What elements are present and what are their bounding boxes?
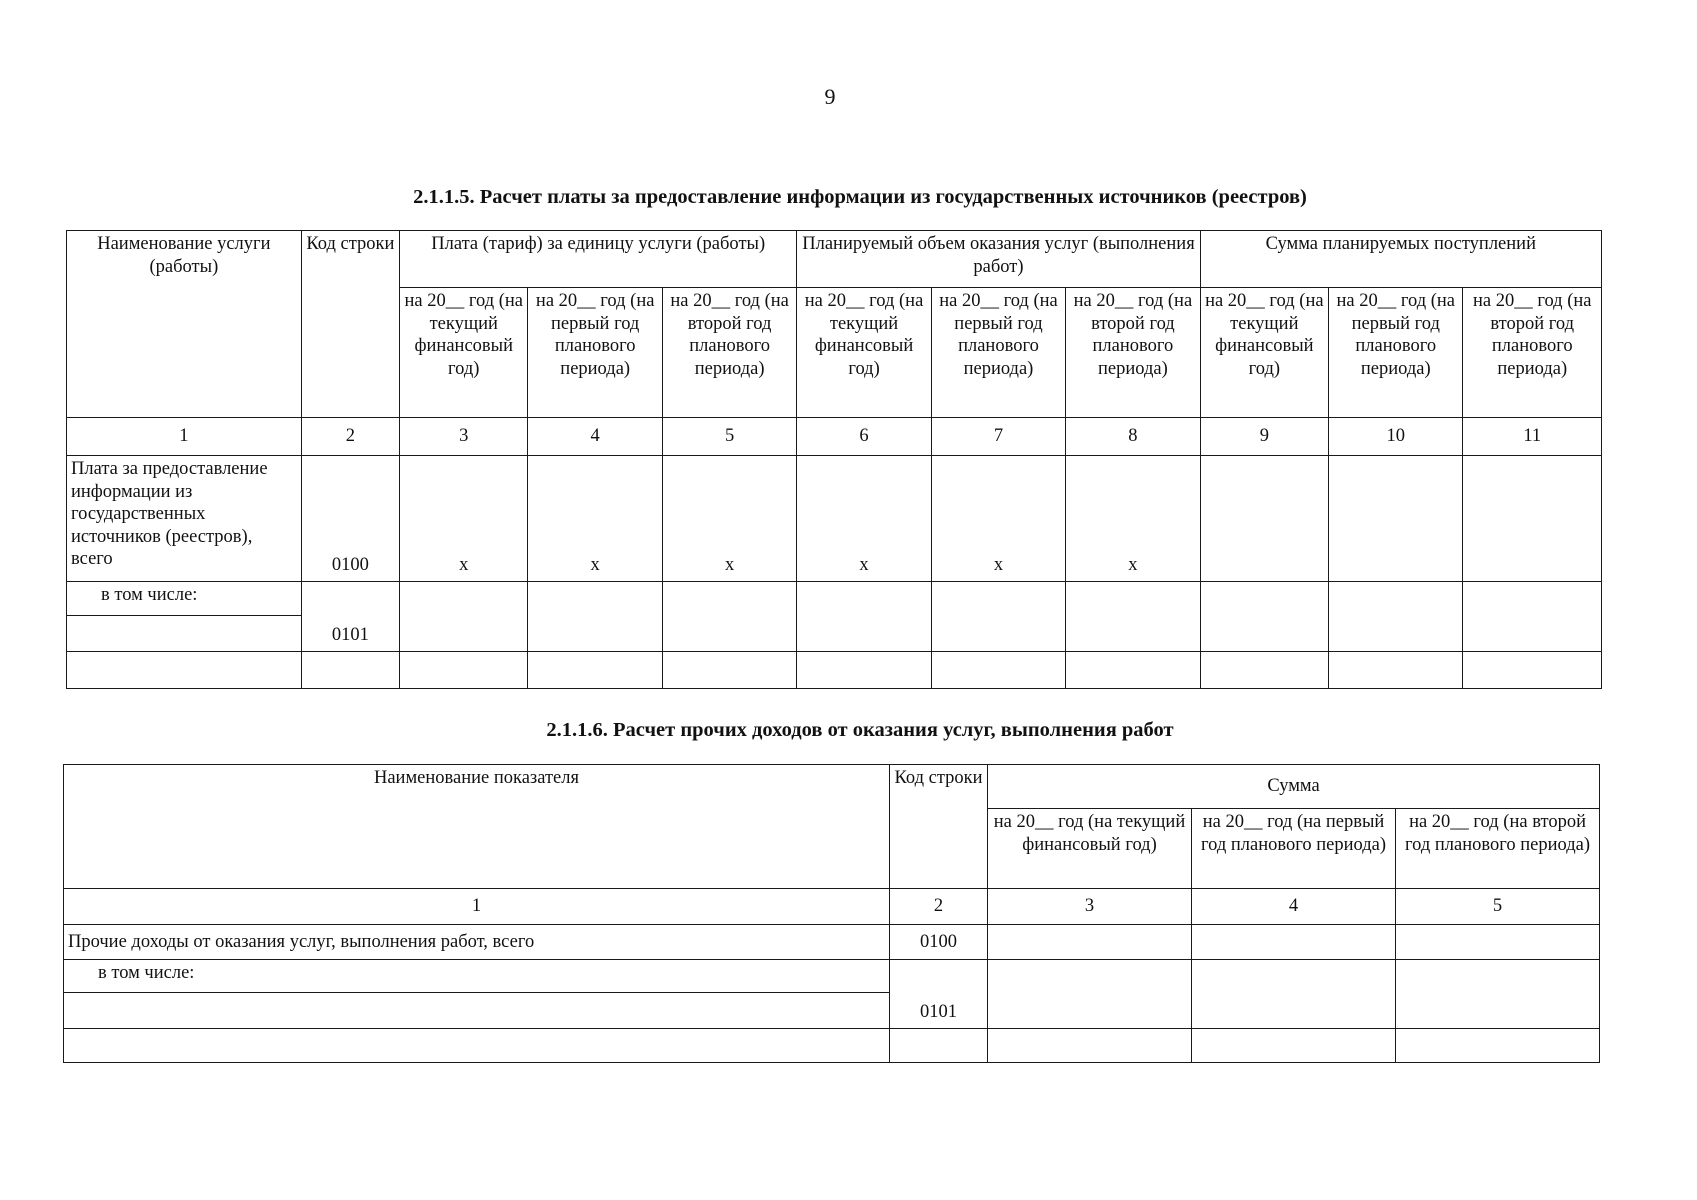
header-tariff-first-year: на 20__ год (на первый год планового периода) [528, 288, 662, 418]
empty-cell [1066, 652, 1200, 689]
empty-cell [1463, 456, 1602, 582]
header-sum-second-year: на 20__ год (на второй год планового периода) [1396, 809, 1600, 889]
empty-cell [1200, 652, 1328, 689]
other-income-table [63, 764, 1600, 1063]
row-including-code: 0101 [890, 960, 988, 1029]
empty-cell [400, 652, 528, 689]
column-number: 5 [662, 418, 796, 456]
header-sum-current-year: на 20__ год (на текущий финансовый год) [1200, 288, 1328, 418]
empty-cell [988, 1029, 1192, 1063]
empty-cell [1463, 582, 1602, 652]
empty-cell [797, 582, 931, 652]
row-including-code: 0101 [301, 582, 399, 652]
empty-cell [1192, 1029, 1396, 1063]
not-applicable-mark: x [400, 456, 528, 582]
header-tariff-second-year: на 20__ год (на второй год планового периода) [662, 288, 796, 418]
empty-cell [64, 993, 890, 1029]
empty-cell [1200, 582, 1328, 652]
column-number: 7 [931, 418, 1065, 456]
column-number: 3 [400, 418, 528, 456]
column-number: 5 [1396, 889, 1600, 925]
empty-cell [528, 582, 662, 652]
header-tariff-current-year: на 20__ год (на текущий финансовый год) [400, 288, 528, 418]
empty-cell [988, 925, 1192, 960]
header-volume-current-year: на 20__ год (на текущий финансовый год) [797, 288, 931, 418]
table-row [67, 652, 1602, 689]
header-volume-second-year: на 20__ год (на второй год планового периода) [1066, 288, 1200, 418]
header-sum: Сумма планируемых поступлений [1200, 231, 1601, 288]
column-number: 8 [1066, 418, 1200, 456]
row-total-code: 0100 [301, 456, 399, 582]
empty-cell [1329, 652, 1463, 689]
column-number: 9 [1200, 418, 1328, 456]
empty-cell [1396, 925, 1600, 960]
registry-fee-table [66, 230, 1602, 689]
empty-cell [1329, 456, 1463, 582]
header-service-name: Наименование услуги (работы) [67, 231, 302, 418]
table-row [64, 960, 1600, 993]
column-number: 2 [301, 418, 399, 456]
header-sum: Сумма [988, 765, 1600, 809]
empty-cell [662, 652, 796, 689]
column-number: 1 [67, 418, 302, 456]
empty-cell [67, 616, 302, 652]
not-applicable-mark: x [931, 456, 1065, 582]
empty-cell [1329, 582, 1463, 652]
empty-cell [662, 582, 796, 652]
column-number: 4 [1192, 889, 1396, 925]
header-code: Код строки [301, 231, 399, 418]
column-number: 4 [528, 418, 662, 456]
empty-cell [1396, 960, 1600, 1029]
not-applicable-mark: x [797, 456, 931, 582]
empty-cell [1192, 925, 1396, 960]
empty-cell [67, 652, 302, 689]
table-row [64, 1029, 1600, 1063]
header-code: Код строки [890, 765, 988, 889]
not-applicable-mark: x [662, 456, 796, 582]
empty-cell [1192, 960, 1396, 1029]
empty-cell [1200, 456, 1328, 582]
header-volume-first-year: на 20__ год (на первый год планового периода) [931, 288, 1065, 418]
empty-cell [64, 1029, 890, 1063]
not-applicable-mark: x [528, 456, 662, 582]
section-title-2-1-1-6: 2.1.1.6. Расчет прочих доходов от оказания услуг, выполнения работ [546, 719, 1174, 741]
column-number: 1 [64, 889, 890, 925]
section-title-2-1-1-5: 2.1.1.5. Расчет платы за предоставление информации из государственных источников (реестров) [413, 186, 1307, 208]
table-row [64, 925, 1600, 960]
empty-cell [931, 582, 1065, 652]
header-tariff: Плата (тариф) за единицу услуги (работы) [400, 231, 797, 288]
row-including-label: в том числе: [64, 960, 890, 993]
empty-cell [528, 652, 662, 689]
empty-cell [988, 960, 1192, 1029]
column-number: 2 [890, 889, 988, 925]
column-number: 10 [1329, 418, 1463, 456]
header-sum-first-year: на 20__ год (на первый год планового периода) [1192, 809, 1396, 889]
header-indicator: Наименование показателя [64, 765, 890, 889]
column-number: 11 [1463, 418, 1602, 456]
row-total-code: 0100 [890, 925, 988, 960]
empty-cell [1066, 582, 1200, 652]
header-sum-current-year: на 20__ год (на текущий финансовый год) [988, 809, 1192, 889]
header-volume: Планируемый объем оказания услуг (выполнения работ) [797, 231, 1200, 288]
empty-cell [797, 652, 931, 689]
header-sum-first-year: на 20__ год (на первый год планового периода) [1329, 288, 1463, 418]
empty-cell [400, 582, 528, 652]
empty-cell [301, 652, 399, 689]
empty-cell [1463, 652, 1602, 689]
empty-cell [890, 1029, 988, 1063]
empty-cell [1396, 1029, 1600, 1063]
column-number: 3 [988, 889, 1192, 925]
not-applicable-mark: x [1066, 456, 1200, 582]
column-number: 6 [797, 418, 931, 456]
row-total-name: Плата за предоставление информации из государственных источников (реестров), всего [67, 456, 302, 582]
row-including-label: в том числе: [67, 582, 302, 616]
header-sum-second-year: на 20__ год (на второй год планового периода) [1463, 288, 1602, 418]
table-row [67, 456, 1602, 582]
page-number: 9 [824, 84, 836, 109]
row-total-name: Прочие доходы от оказания услуг, выполнения работ, всего [64, 925, 890, 960]
empty-cell [931, 652, 1065, 689]
table-row [67, 582, 1602, 616]
